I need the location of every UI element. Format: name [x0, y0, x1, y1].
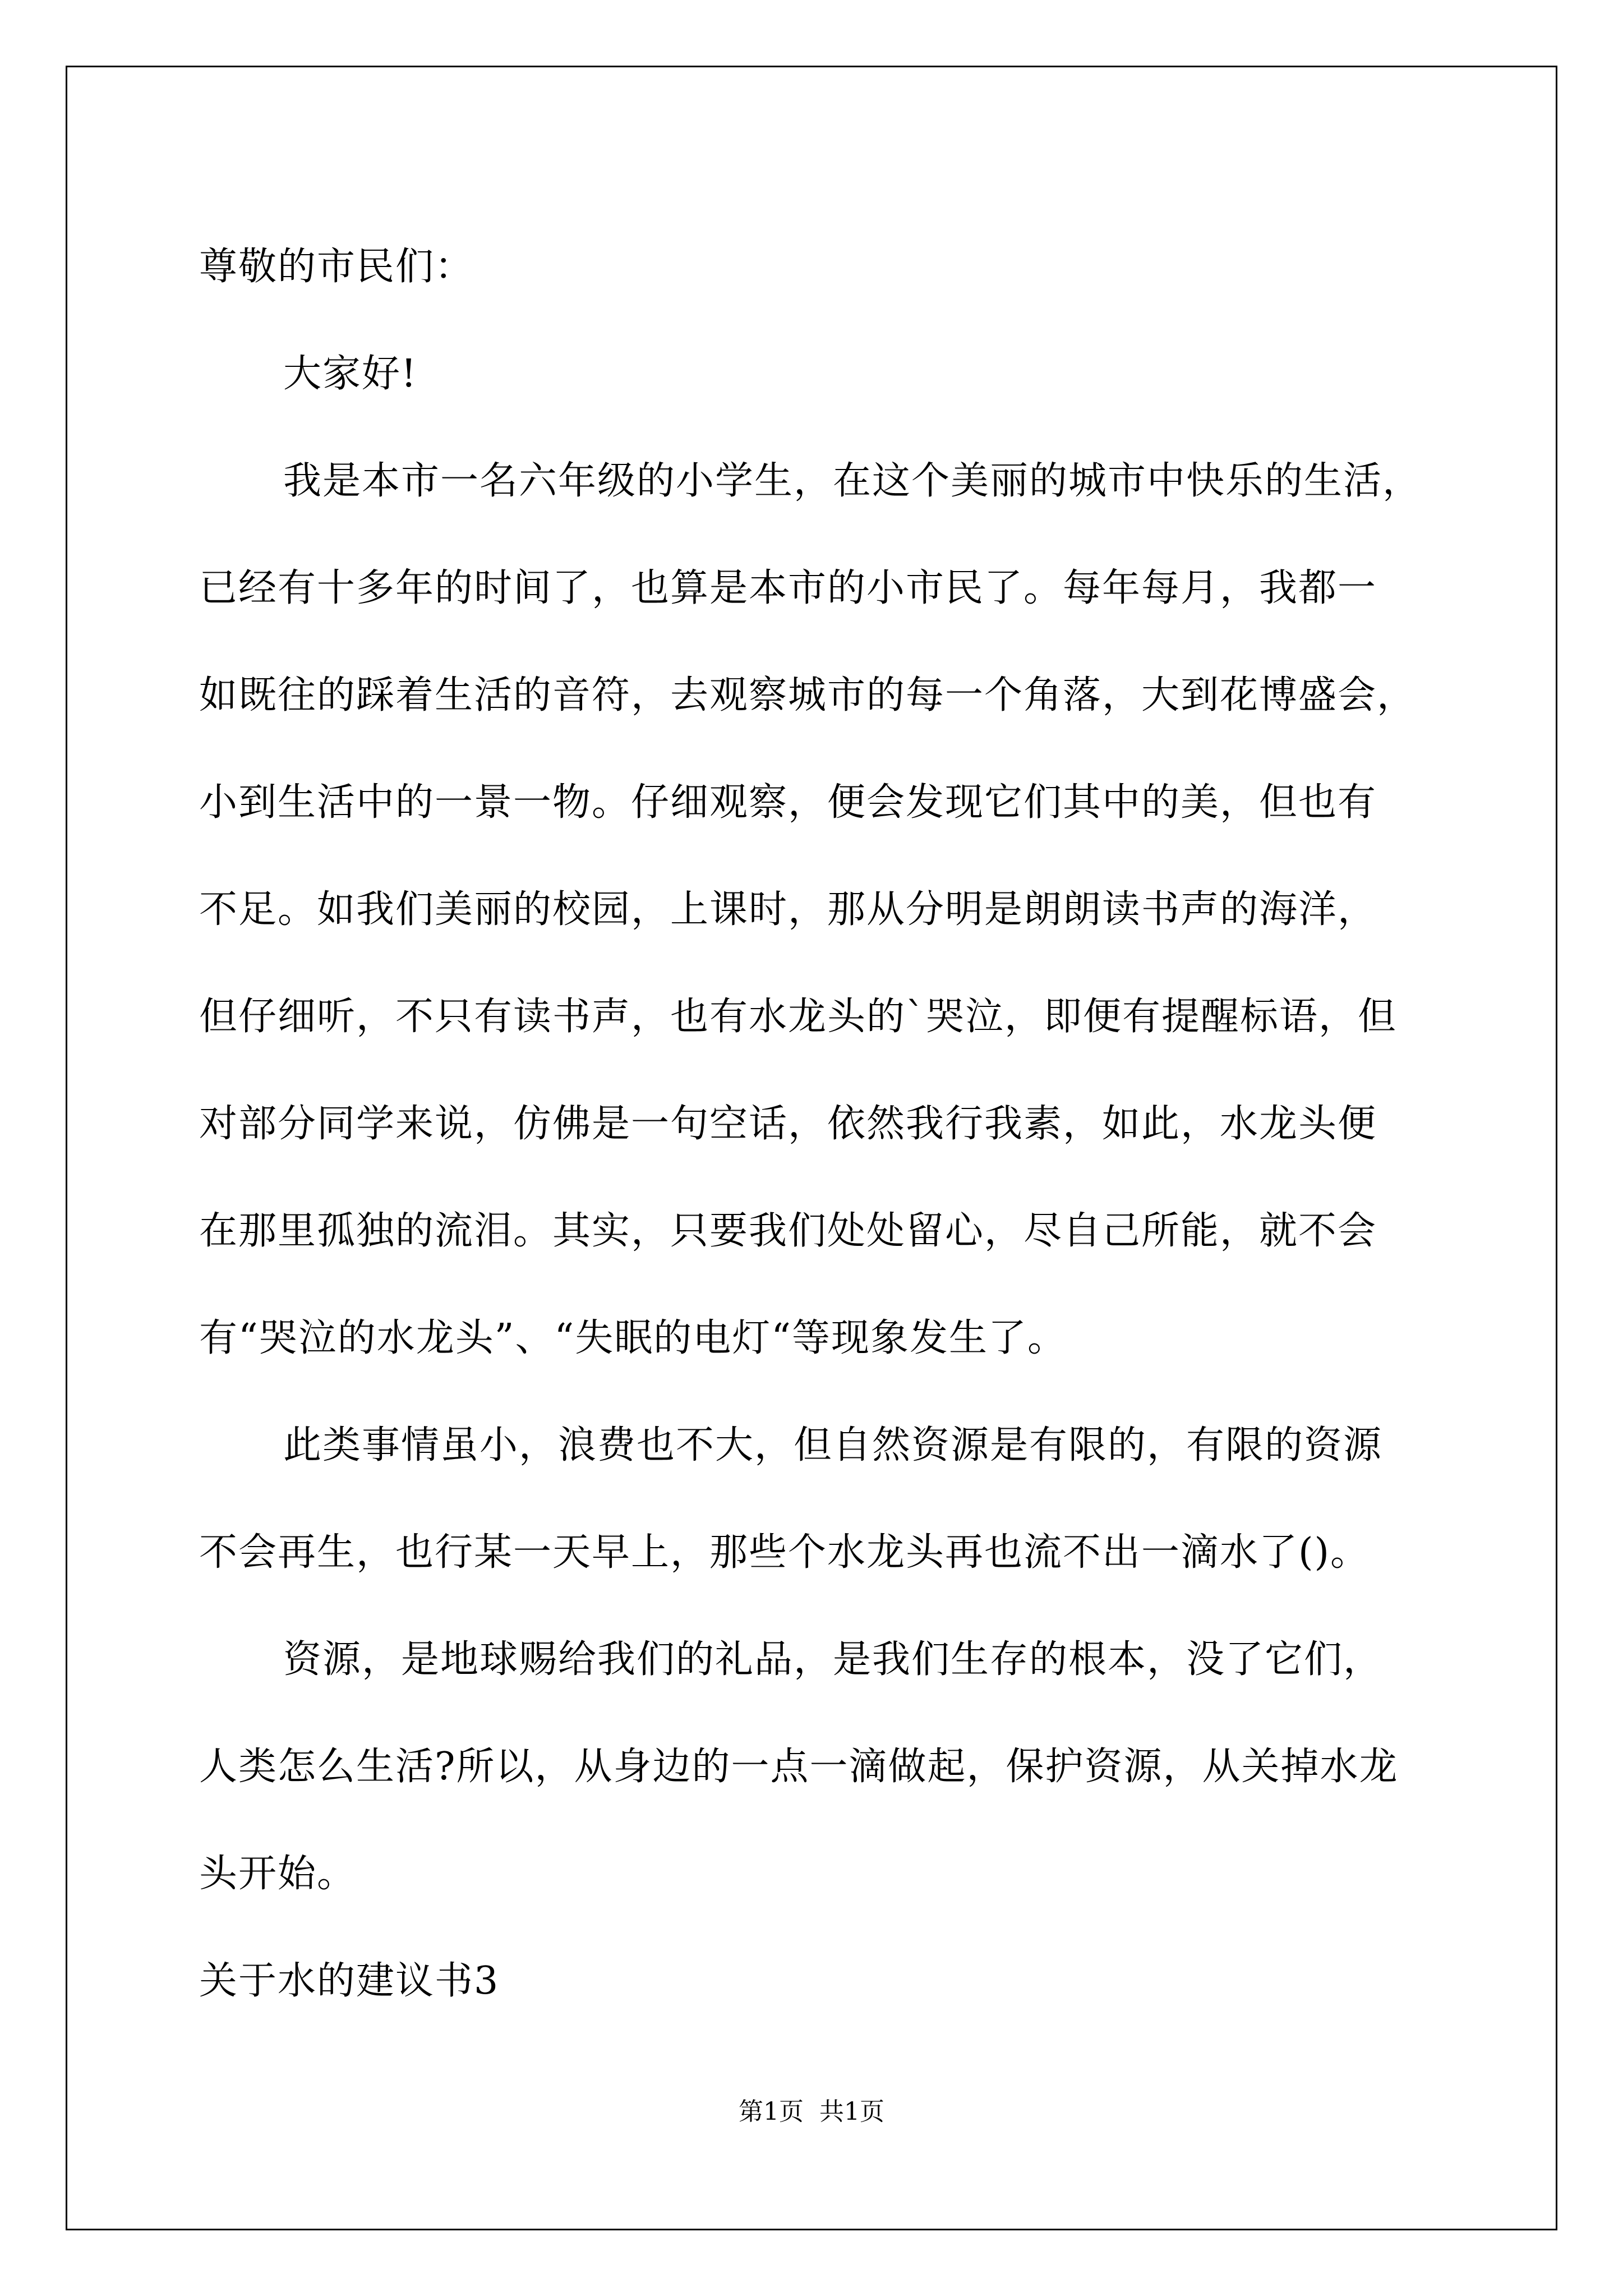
paragraph-line: 我是本市一名六年级的小学生，在这个美丽的城市中快乐的生活，: [283, 459, 1422, 503]
paragraph-line: 在那里孤独的流泪。其实，只要我们处处留心，尽自己所能，就不会: [199, 1209, 1377, 1253]
paragraph-line: 已经有十多年的时间了，也算是本市的小市民了。每年每月，我都一: [199, 566, 1377, 610]
paragraph-line: 不足。如我们美丽的校园，上课时，那从分明是朗朗读书声的海洋，: [199, 887, 1377, 932]
paragraph-line: 但仔细听，不只有读书声，也有水龙头的`哭泣，即便有提醒标语，但: [199, 995, 1398, 1039]
paragraph-line: 头开始。: [199, 1852, 357, 1896]
paragraph-1: [199, 427, 1433, 1392]
greeting: 大家好!: [283, 352, 418, 396]
paragraph-line: 对部分同学来说，仿佛是一句空话，依然我行我素，如此，水龙头便: [199, 1102, 1377, 1146]
paragraph-line: 此类事情虽小，浪费也不大，但自然资源是有限的，有限的资源: [283, 1423, 1383, 1467]
section-heading: 关于水的建议书3: [199, 1959, 500, 2003]
document-body: [199, 213, 1433, 2035]
paragraph-line: 不会再生，也行某一天早上，那些个水龙头再也流不出一滴水了()。: [199, 1530, 1370, 1575]
paragraph-line: 有“哭泣的水龙头”、“失眠的电灯“等现象发生了。: [199, 1316, 1067, 1360]
page-footer: [0, 2095, 1623, 2129]
paragraph-line: 人类怎么生活?所以，从身边的一点一滴做起，保护资源，从关掉水龙: [199, 1745, 1399, 1789]
salutation: 尊敬的市民们：: [199, 245, 474, 289]
paragraph-3: [199, 1606, 1433, 1927]
page-number-current: 第1页: [739, 2097, 804, 2126]
paragraph-line: 如既往的踩着生活的音符，去观察城市的每一个角落，大到花博盛会，: [199, 673, 1417, 717]
page-number-total: 共1页: [819, 2097, 884, 2126]
paragraph-line: 资源，是地球赐给我们的礼品，是我们生存的根本，没了它们，: [283, 1637, 1383, 1682]
paragraph-line: 小到生活中的一景一物。仔细观察，便会发现它们其中的美，但也有: [199, 780, 1377, 825]
paragraph-2: [199, 1392, 1433, 1606]
